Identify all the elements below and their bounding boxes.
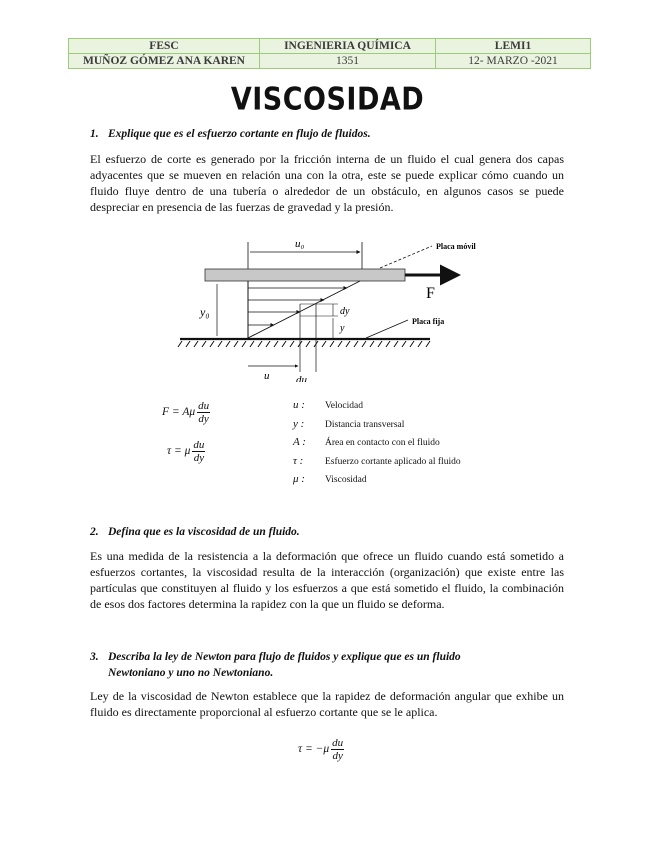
legend-row bbox=[293, 416, 461, 435]
question-1-number: 1. bbox=[90, 128, 99, 140]
label-fixed-plate: Placa fija bbox=[412, 317, 445, 326]
moving-plate-leader bbox=[380, 246, 432, 268]
legend-description: Esfuerzo cortante aplicado al fluido bbox=[325, 456, 461, 467]
label-u0: u₀ bbox=[295, 238, 305, 250]
label-dy: dy bbox=[340, 306, 350, 317]
question-3-line-2: Newtoniano y uno no Newtoniano. bbox=[108, 667, 274, 679]
legend-description: Distancia transversal bbox=[325, 419, 405, 430]
variables-legend bbox=[293, 397, 461, 490]
legend-description: Viscosidad bbox=[325, 475, 367, 485]
question-3 bbox=[90, 649, 461, 681]
answer-3-paragraph: Ley de la viscosidad de Newton establece que la rapidez de deformación angular que exhibe un fluido es directamente proporcional al esfuerzo cortante que se le aplica. bbox=[90, 689, 564, 719]
header-table bbox=[68, 38, 591, 69]
formula-newton-law bbox=[298, 737, 344, 762]
question-2 bbox=[90, 524, 300, 540]
moving-plate bbox=[205, 269, 405, 281]
question-1 bbox=[90, 126, 371, 142]
label-du: du bbox=[296, 374, 307, 382]
legend-row bbox=[293, 453, 461, 472]
legend-row bbox=[293, 434, 461, 453]
formula-shear-numerator: du bbox=[193, 439, 205, 451]
question-1-text: Explique que es el esfuerzo cortante en flujo de fluidos. bbox=[108, 128, 371, 140]
formula-newton-numerator: du bbox=[332, 737, 344, 749]
formula-force-numerator: du bbox=[198, 400, 210, 412]
ground-hatching bbox=[178, 341, 430, 347]
question-3-line-1: Describa la ley de Newton para flujo de fluidos y explique que es un fluido bbox=[108, 651, 461, 663]
legend-description: Velocidad bbox=[325, 401, 363, 411]
question-2-number: 2. bbox=[90, 526, 99, 538]
formula-shear-denominator: dy bbox=[193, 452, 205, 464]
legend-symbol: A : bbox=[293, 436, 306, 448]
legend-symbol: y : bbox=[293, 417, 305, 430]
label-force: F bbox=[426, 285, 435, 302]
legend-symbol: u : bbox=[293, 399, 305, 411]
formula-shear-stress bbox=[167, 439, 205, 464]
label-u: u bbox=[264, 370, 270, 382]
header-career: INGENIERIA QUÍMICA bbox=[260, 39, 436, 54]
header-group: LEMI1 bbox=[436, 39, 591, 54]
answer-2-paragraph: Es una medida de la resistencia a la deformación que ofrece un fluido cuando está sometido a esfuerzos cortantes, la viscosidad resulta de la interacción (organización) que existe entre las partículas que constituyen al fluido y los esfuerzos a que está sometido el fluido, la combinación de esos dos factores determina la rapidez con la que un fluido se deforma. bbox=[90, 549, 564, 611]
shear-diagram bbox=[150, 232, 490, 382]
formula-newton-denominator: dy bbox=[332, 750, 343, 762]
label-moving-plate: Placa móvil bbox=[436, 242, 476, 251]
header-student-name: MUÑOZ GÓMEZ ANA KAREN bbox=[69, 54, 260, 69]
header-student-number: 1351 bbox=[260, 54, 436, 69]
legend-row bbox=[293, 471, 461, 490]
page-title: VISCOSIDAD bbox=[230, 81, 425, 118]
header-institution: FESC bbox=[69, 39, 260, 54]
answer-1-paragraph: El esfuerzo de corte es generado por la fricción interna de un fluido el cual genera dos capas adyacentes que se mueven en relación una con la otra, este se puede explicar cómo cuando un fluido fluye dentro de una tubería o alrededor de un obstáculo, en algunos casos se puede despreciar en presencia de las fuerzas de gravedad y la presión. bbox=[90, 152, 564, 214]
formula-newton-lhs: τ = −μ bbox=[298, 743, 330, 756]
question-2-text: Defina que es la viscosidad de un fluido. bbox=[108, 526, 300, 538]
legend-row bbox=[293, 397, 461, 416]
legend-description: Área en contacto con el fluido bbox=[325, 438, 440, 448]
header-date: 12- MARZO -2021 bbox=[436, 54, 591, 69]
formula-force-denominator: dy bbox=[198, 413, 209, 425]
fixed-plate-leader bbox=[366, 320, 408, 338]
formula-force-lhs: F = Aμ bbox=[162, 406, 196, 419]
formula-shear-lhs: τ = μ bbox=[167, 445, 191, 458]
formula-force bbox=[162, 400, 210, 425]
legend-symbol: μ : bbox=[293, 473, 305, 485]
label-y0: y₀ bbox=[200, 305, 210, 319]
label-y: y bbox=[340, 323, 345, 334]
question-3-number: 3. bbox=[90, 651, 99, 663]
legend-symbol: τ : bbox=[293, 454, 304, 467]
